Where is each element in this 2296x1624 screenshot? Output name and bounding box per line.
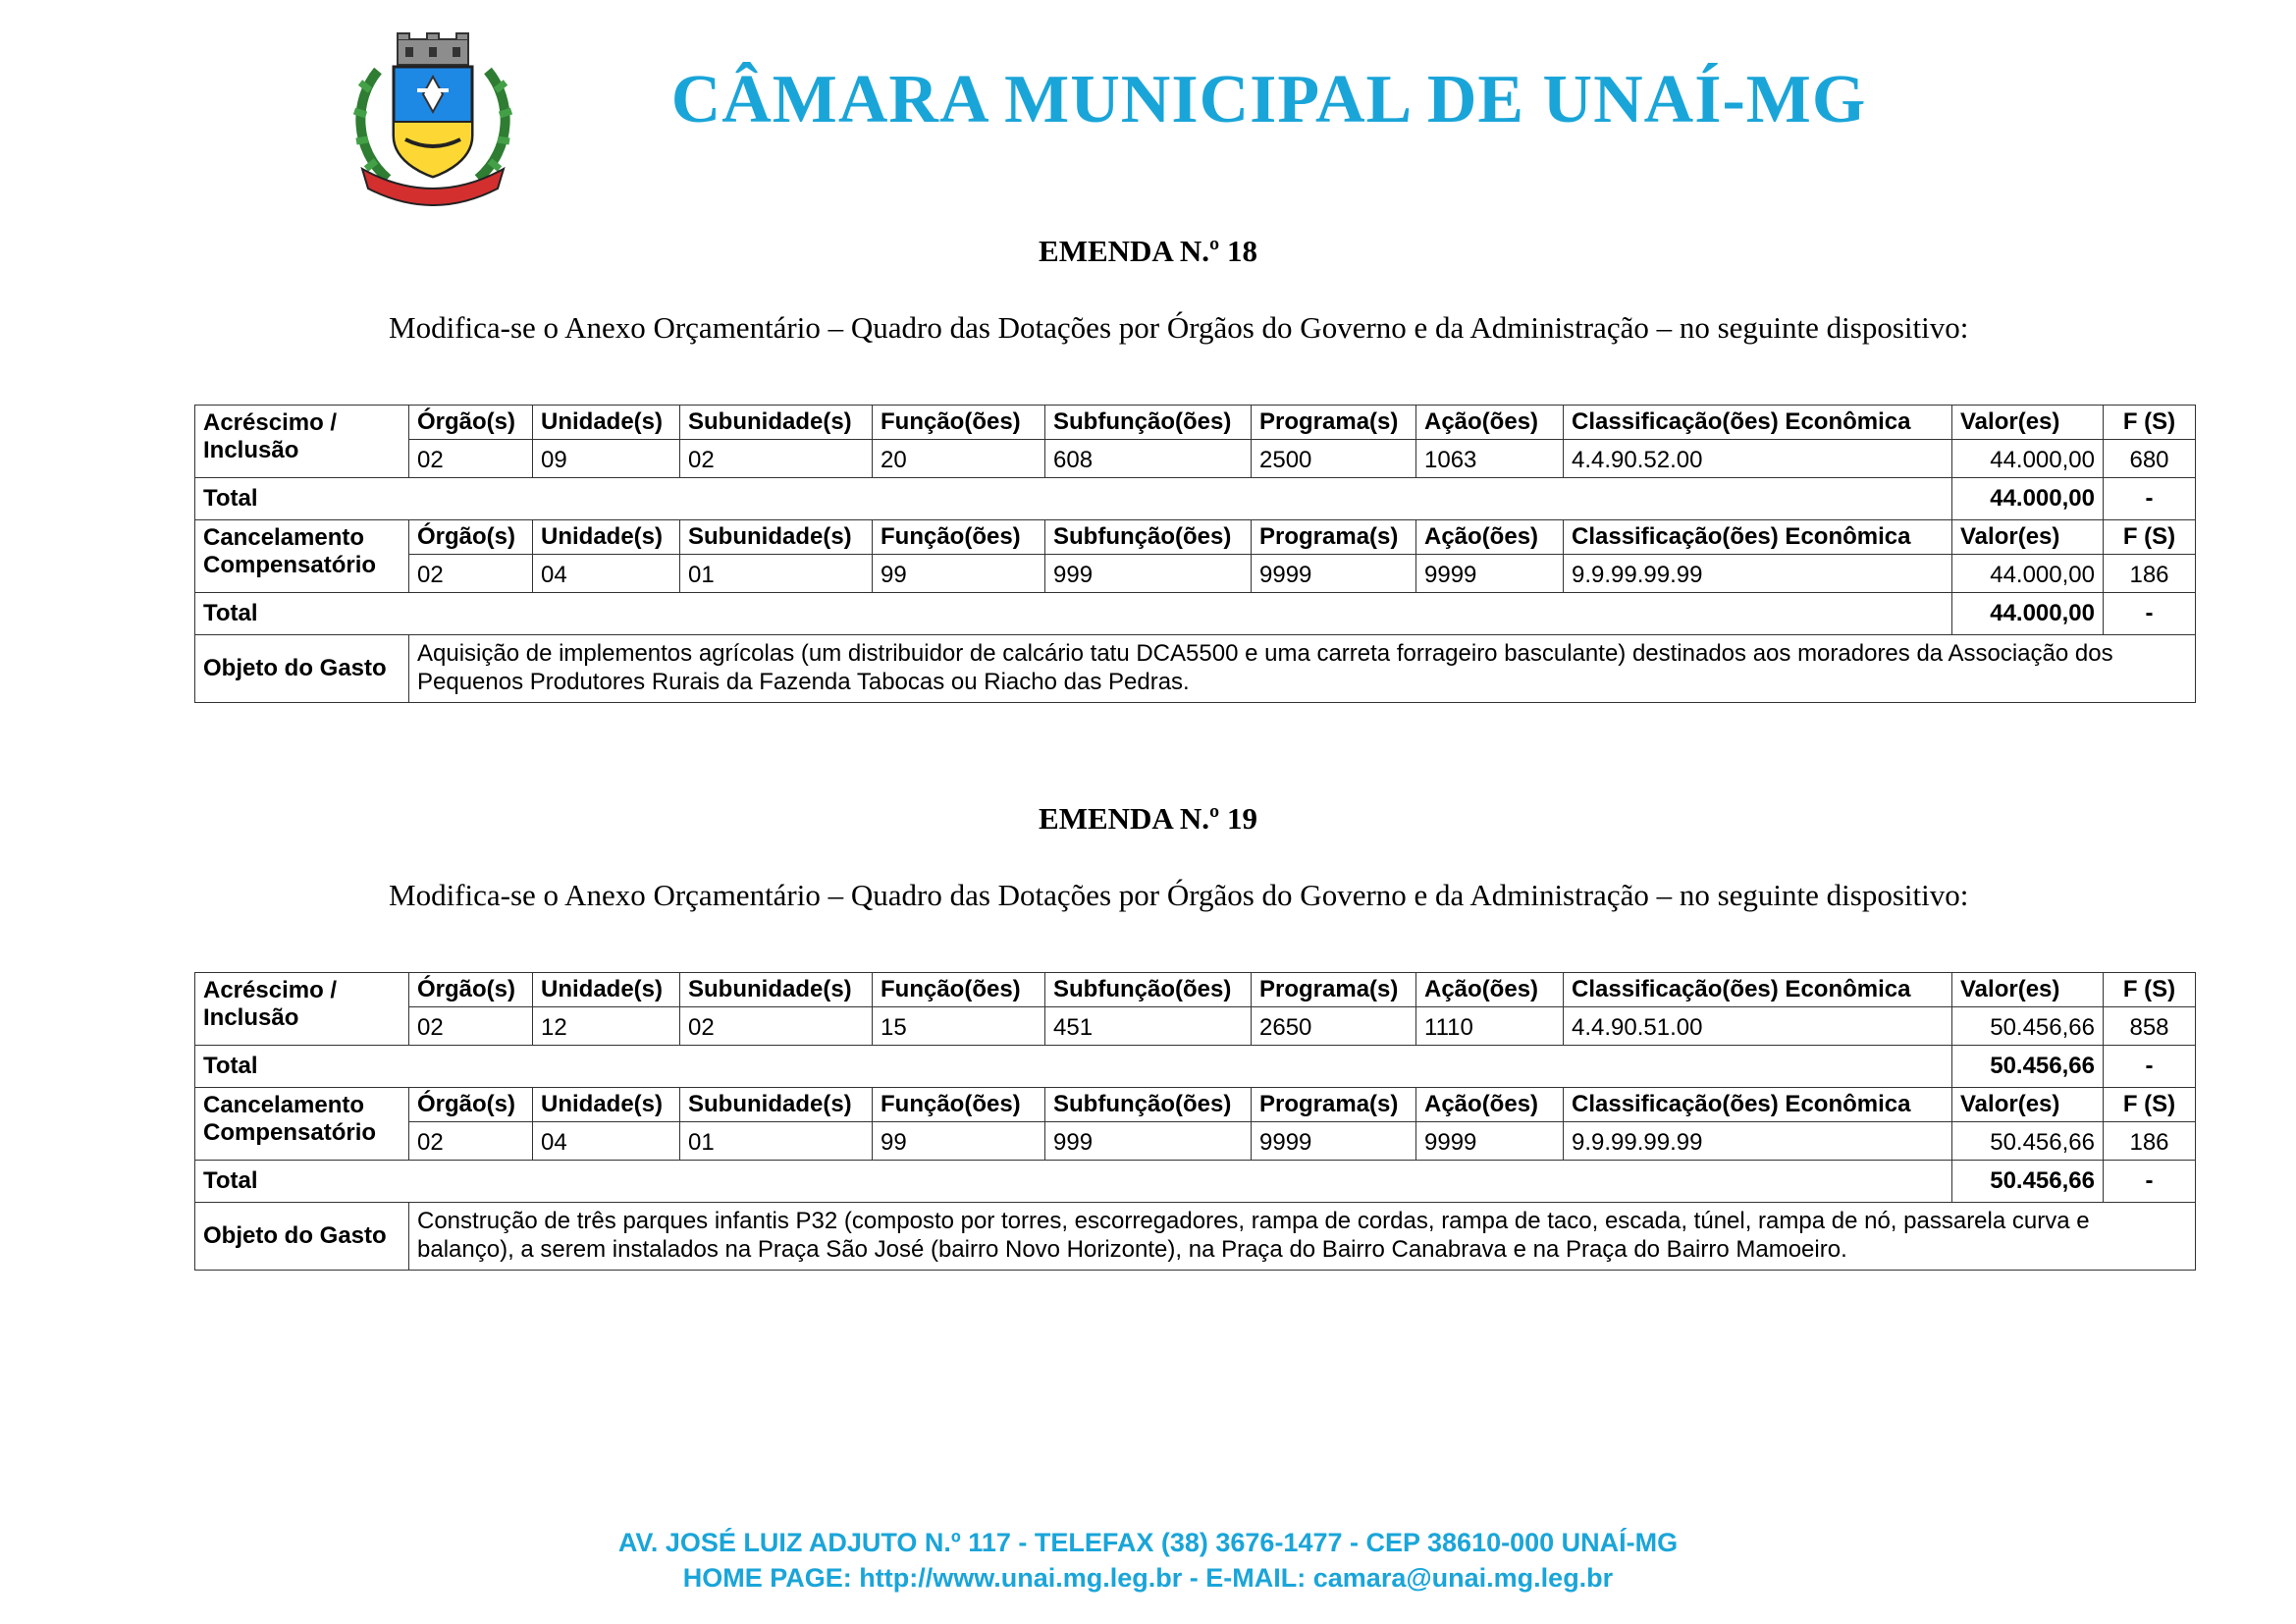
cell-orgao: 02: [409, 1007, 533, 1046]
emenda-19-table: [194, 972, 2196, 1271]
total-valor: 44.000,00: [1952, 593, 2104, 635]
total-valor: 50.456,66: [1952, 1046, 2104, 1088]
total-label: Total: [195, 1046, 1952, 1088]
col-valor: Valor(es): [1952, 973, 2104, 1007]
total-fs: -: [2104, 593, 2196, 635]
cell-classificacao: 4.4.90.51.00: [1564, 1007, 1952, 1046]
total-fs: -: [2104, 478, 2196, 520]
cell-unidade: 04: [533, 1122, 680, 1161]
cell-acao: 1063: [1416, 440, 1564, 478]
cell-funcao: 99: [873, 555, 1045, 593]
col-unidade: Unidade(s): [533, 520, 680, 555]
total-label: Total: [195, 1161, 1952, 1203]
objeto-label: Objeto do Gasto: [195, 1203, 409, 1271]
col-subunidade: Subunidade(s): [680, 973, 873, 1007]
col-acao: Ação(ões): [1416, 520, 1564, 555]
acrescimo-label: Acréscimo / Inclusão: [195, 406, 409, 478]
cell-unidade: 12: [533, 1007, 680, 1046]
table-row: [195, 440, 2196, 478]
cell-funcao: 20: [873, 440, 1045, 478]
cell-programa: 2500: [1252, 440, 1416, 478]
col-fs: F (S): [2104, 520, 2196, 555]
col-subunidade: Subunidade(s): [680, 1088, 873, 1122]
cell-unidade: 04: [533, 555, 680, 593]
col-orgao: Órgão(s): [409, 406, 533, 440]
cell-funcao: 15: [873, 1007, 1045, 1046]
footer-address: AV. JOSÉ LUIZ ADJUTO N.º 117 - TELEFAX (38) 3676-1477 - CEP 38610-000 UNAÍ-MG: [617, 1528, 1679, 1557]
cell-acao: 9999: [1416, 555, 1564, 593]
cell-valor: 50.456,66: [1952, 1122, 2104, 1161]
table-row: [195, 1007, 2196, 1046]
emenda-18-intro: Modifica-se o Anexo Orçamentário – Quadro das Dotações por Órgãos do Governo e da Administração – no seguinte dispositivo:: [389, 310, 1969, 345]
cell-valor: 50.456,66: [1952, 1007, 2104, 1046]
total-row: [195, 1161, 2196, 1203]
total-valor: 44.000,00: [1952, 478, 2104, 520]
col-acao: Ação(ões): [1416, 406, 1564, 440]
cancelamento-label: Cancelamento Compensatório: [195, 520, 409, 593]
col-programa: Programa(s): [1252, 973, 1416, 1007]
cell-classificacao: 4.4.90.52.00: [1564, 440, 1952, 478]
cell-programa: 9999: [1252, 555, 1416, 593]
col-subfuncao: Subfunção(ões): [1045, 520, 1252, 555]
cell-fs: 680: [2104, 440, 2196, 478]
total-fs: -: [2104, 1046, 2196, 1088]
objeto-text: Construção de três parques infantis P32 (composto por torres, escorregadores, rampa de cordas, rampa de taco, escada, túnel, rampa de nó, passarela curva e balanço), a serem instalados na Praça São José (bairro Novo Horizonte), na Praça do Bairro Canabrava e na Praça do Bairro Mamoeiro.: [409, 1203, 2196, 1271]
col-programa: Programa(s): [1252, 520, 1416, 555]
footer-contact: HOME PAGE: http://www.unai.mg.leg.br - E-MAIL: camara@unai.mg.leg.br: [682, 1563, 1614, 1593]
cell-subfuncao: 999: [1045, 1122, 1252, 1161]
objeto-row: [195, 635, 2196, 703]
total-fs: -: [2104, 1161, 2196, 1203]
cell-orgao: 02: [409, 555, 533, 593]
page-title: CÂMARA MUNICIPAL DE UNAÍ-MG: [670, 62, 1867, 137]
acrescimo-label: Acréscimo / Inclusão: [195, 973, 409, 1046]
table-row: [195, 555, 2196, 593]
cell-programa: 2650: [1252, 1007, 1416, 1046]
cell-subunidade: 02: [680, 1007, 873, 1046]
cell-valor: 44.000,00: [1952, 555, 2104, 593]
objeto-text: Aquisição de implementos agrícolas (um distribuidor de calcário tatu DCA5500 e uma carreta forrageiro basculante) destinados aos moradores da Associação dos Pequenos Produtores Rurais da Fazenda Tabocas ou Riacho das Pedras.: [409, 635, 2196, 703]
col-subfuncao: Subfunção(ões): [1045, 1088, 1252, 1122]
col-classificacao: Classificação(ões) Econômica: [1564, 406, 1952, 440]
cell-funcao: 99: [873, 1122, 1045, 1161]
objeto-label: Objeto do Gasto: [195, 635, 409, 703]
col-valor: Valor(es): [1952, 1088, 2104, 1122]
cell-subfuncao: 999: [1045, 555, 1252, 593]
objeto-row: [195, 1203, 2196, 1271]
cell-acao: 1110: [1416, 1007, 1564, 1046]
total-valor: 50.456,66: [1952, 1161, 2104, 1203]
table-row: [195, 1122, 2196, 1161]
col-unidade: Unidade(s): [533, 406, 680, 440]
col-fs: F (S): [2104, 406, 2196, 440]
total-row: [195, 1046, 2196, 1088]
col-subfuncao: Subfunção(ões): [1045, 973, 1252, 1007]
cell-programa: 9999: [1252, 1122, 1416, 1161]
total-row: [195, 478, 2196, 520]
total-label: Total: [195, 593, 1952, 635]
cell-fs: 186: [2104, 1122, 2196, 1161]
col-unidade: Unidade(s): [533, 973, 680, 1007]
emenda-19-title: EMENDA N.º 19: [1039, 801, 1257, 836]
col-classificacao: Classificação(ões) Econômica: [1564, 973, 1952, 1007]
col-acao: Ação(ões): [1416, 1088, 1564, 1122]
cell-subunidade: 01: [680, 555, 873, 593]
col-unidade: Unidade(s): [533, 1088, 680, 1122]
col-fs: F (S): [2104, 973, 2196, 1007]
col-valor: Valor(es): [1952, 406, 2104, 440]
col-classificacao: Classificação(ões) Econômica: [1564, 1088, 1952, 1122]
col-programa: Programa(s): [1252, 406, 1416, 440]
total-label: Total: [195, 478, 1952, 520]
cancelamento-label: Cancelamento Compensatório: [195, 1088, 409, 1161]
cell-fs: 858: [2104, 1007, 2196, 1046]
col-orgao: Órgão(s): [409, 1088, 533, 1122]
cell-fs: 186: [2104, 555, 2196, 593]
col-acao: Ação(ões): [1416, 973, 1564, 1007]
cell-acao: 9999: [1416, 1122, 1564, 1161]
cell-subunidade: 01: [680, 1122, 873, 1161]
col-programa: Programa(s): [1252, 1088, 1416, 1122]
cell-valor: 44.000,00: [1952, 440, 2104, 478]
cell-subfuncao: 451: [1045, 1007, 1252, 1046]
col-orgao: Órgão(s): [409, 520, 533, 555]
cell-subunidade: 02: [680, 440, 873, 478]
col-orgao: Órgão(s): [409, 973, 533, 1007]
col-subfuncao: Subfunção(ões): [1045, 406, 1252, 440]
col-subunidade: Subunidade(s): [680, 520, 873, 555]
emenda-18-table: [194, 405, 2196, 703]
emenda-18-title: EMENDA N.º 18: [1039, 234, 1257, 268]
col-funcao: Função(ões): [873, 520, 1045, 555]
total-row: [195, 593, 2196, 635]
cell-orgao: 02: [409, 440, 533, 478]
cell-orgao: 02: [409, 1122, 533, 1161]
col-funcao: Função(ões): [873, 1088, 1045, 1122]
col-subunidade: Subunidade(s): [680, 406, 873, 440]
cell-unidade: 09: [533, 440, 680, 478]
col-funcao: Função(ões): [873, 406, 1045, 440]
cell-subfuncao: 608: [1045, 440, 1252, 478]
cell-classificacao: 9.9.99.99.99: [1564, 1122, 1952, 1161]
emenda-19-intro: Modifica-se o Anexo Orçamentário – Quadro das Dotações por Órgãos do Governo e da Administração – no seguinte dispositivo:: [389, 878, 1969, 912]
col-valor: Valor(es): [1952, 520, 2104, 555]
col-classificacao: Classificação(ões) Econômica: [1564, 520, 1952, 555]
col-fs: F (S): [2104, 1088, 2196, 1122]
cell-classificacao: 9.9.99.99.99: [1564, 555, 1952, 593]
col-funcao: Função(ões): [873, 973, 1045, 1007]
